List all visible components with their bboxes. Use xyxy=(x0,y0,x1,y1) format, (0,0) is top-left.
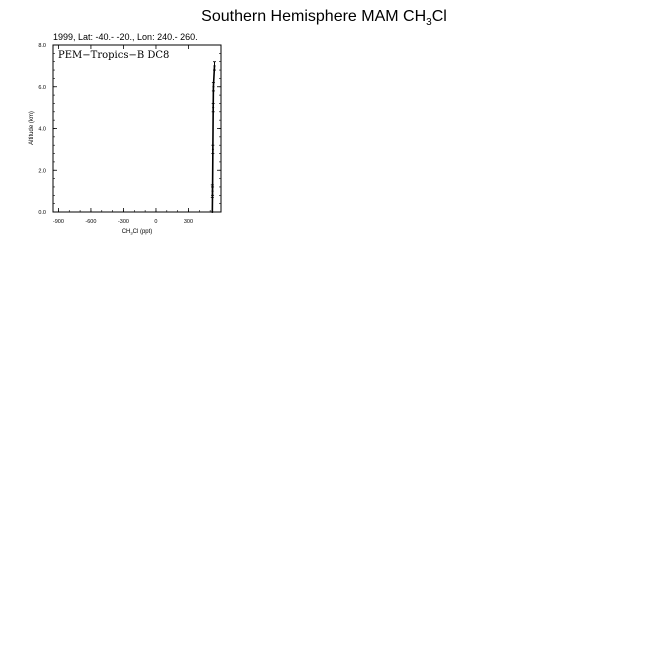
series-layer xyxy=(211,62,216,213)
chart-subtitle: 1999, Lat: -40.- -20., Lon: 240.- 260. xyxy=(53,32,198,42)
y-tick-label: 8.0 xyxy=(38,43,46,49)
x-tick-label: -600 xyxy=(85,219,97,225)
data-point xyxy=(212,190,214,192)
x-tick-label: 0 xyxy=(154,219,158,225)
y-tick-label: 2.0 xyxy=(38,168,46,175)
y-tick-label: 0.0 xyxy=(38,210,46,216)
data-point xyxy=(213,65,215,67)
x-tick-label: -900 xyxy=(52,219,64,225)
data-point xyxy=(212,107,214,109)
x-tick-label: -300 xyxy=(117,219,129,225)
y-axis xyxy=(38,43,221,216)
data-point xyxy=(212,86,214,88)
x-axis-label: $CH_3Cl$ (ppt) xyxy=(121,229,153,236)
plot-annotation: PEM−Tropics−B DC8 xyxy=(58,50,170,61)
y-tick-label: 6.0 xyxy=(38,84,46,91)
y-axis-label: Altitude (km) xyxy=(29,111,35,145)
x-axis xyxy=(53,45,210,225)
plot-frame xyxy=(53,45,221,212)
x-tick-label: 300 xyxy=(183,219,194,225)
figure-title: Southern Hemisphere MAM $CH_3Cl$ xyxy=(201,8,447,29)
data-point xyxy=(212,148,214,150)
y-tick-label: 4.0 xyxy=(38,126,46,133)
data-point xyxy=(211,211,213,213)
